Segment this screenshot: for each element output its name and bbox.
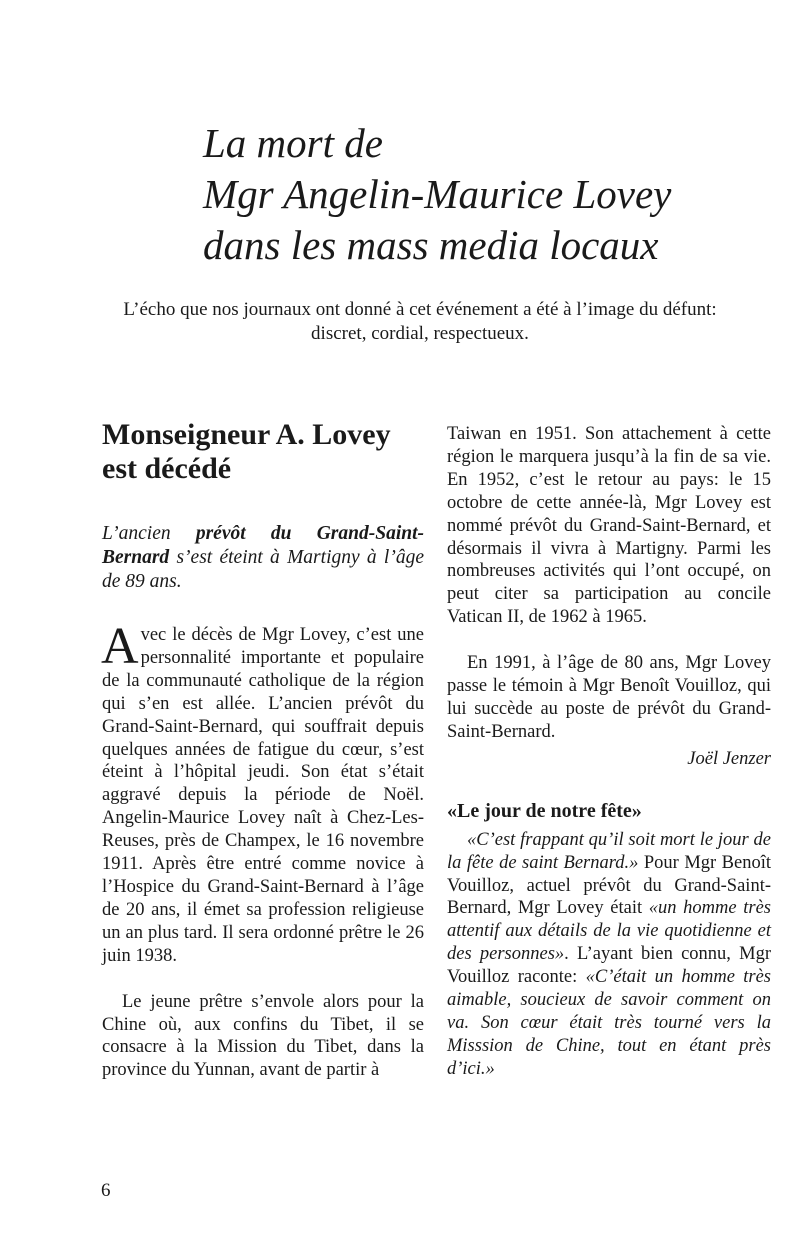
page-number: 6: [101, 1180, 111, 1201]
quote-1: «C’est frappant qu’il soit mort le jour de la fête de saint Bernard.»: [447, 829, 771, 873]
author-byline: Joël Jenzer: [687, 748, 771, 769]
paragraph-1-text: vec le décès de Mgr Lovey, c’est une personnalité importante et populaire de la communauté catholique de la région qui s’en est allée. L’ancien prévôt du Grand-Saint-Bernard, qui souffrait depuis quelques années de fatigue du cœur, s’est éteint à l’hôpital jeudi. Son état s’était aggravé depuis la période de Noël. Angelin-Maurice Lovey naît à Chez-Les-Reuses, près de Champex, le 16 novembre 1911. Après être entré comme novice à l’Hospice du Grand-Saint-Bernard à l’âge de 20 ans, il émet sa profession religieuse un an plus tard. Il sera ordonné prêtre le 26 juin 1938.: [102, 625, 424, 966]
quote-2: «un homme très attentif aux détails de la vie quotidienne et des personnes»: [447, 898, 771, 965]
title-line-3: dans les mass media locaux: [203, 222, 659, 268]
paragraph-4: En 1991, à l’âge de 80 ans, Mgr Lovey passe le témoin à Mgr Benoît Vouilloz, qui lui succède au poste de prévôt du Grand-Saint-Bernard.: [447, 653, 771, 742]
paragraph-1: [101, 618, 424, 968]
lead-part-2: s’est éteint à Martigny à l’âge de 89 ans.: [102, 547, 424, 592]
right-column: [447, 423, 771, 1081]
section-subhead: «Le jour de notre fête»: [447, 799, 642, 822]
paragraph-2: Le jeune prêtre s’envole alors pour la Chine où, aux confins du Tibet, il se consacre à la Mission du Tibet, dans la province du Yunnan, avant de partir à: [102, 991, 424, 1081]
drop-cap: A: [101, 618, 139, 675]
article-headline: Monseigneur A. Lovey est décédé: [102, 418, 391, 485]
title-line-1: La mort de: [203, 120, 383, 166]
lead-bold: prévôt du Grand-Saint-Bernard: [102, 523, 424, 568]
paragraph-3: Taiwan en 1951. Son attachement à cette région le marquera jusqu’à la fin de sa vie. En 1952, c’est le retour au pays: le 15 octobre de cette année-là, Mgr Lovey est nommé prévôt du Grand-Saint-Bernard, et désormais il vivra à Martigny. Parmi les nombreuses activités qui l’ont occupé, on peut citer sa participation au concile Vatican II, de 1962 à 1965.: [447, 424, 771, 628]
text-1: Pour Mgr Benoît Vouilloz, actuel prévôt du Grand-Saint-Bernard, Mgr Lovey était: [447, 852, 772, 919]
page-title: [203, 118, 763, 271]
left-column: [102, 418, 424, 1082]
lead-part-1: L’ancien: [102, 523, 196, 544]
article-lead: [102, 522, 424, 594]
paragraph-5: [447, 829, 771, 1081]
title-line-2: Mgr Angelin-Maurice Lovey: [203, 171, 672, 217]
intro-text: [60, 298, 780, 346]
intro-line-1: L’écho que nos journaux ont donné à cet événement a été à l’image du défunt:: [123, 299, 717, 320]
text-2: . L’ayant bien connu, Mgr Vouilloz raconte:: [447, 944, 772, 988]
intro-line-2: discret, cordial, respectueux.: [311, 323, 529, 344]
quote-3: «C’était un homme très aimable, soucieux de savoir comment on va. Son cœur était très tourné vers la Misssion de Chine, tout en étant près d’ici.»: [447, 967, 772, 1079]
